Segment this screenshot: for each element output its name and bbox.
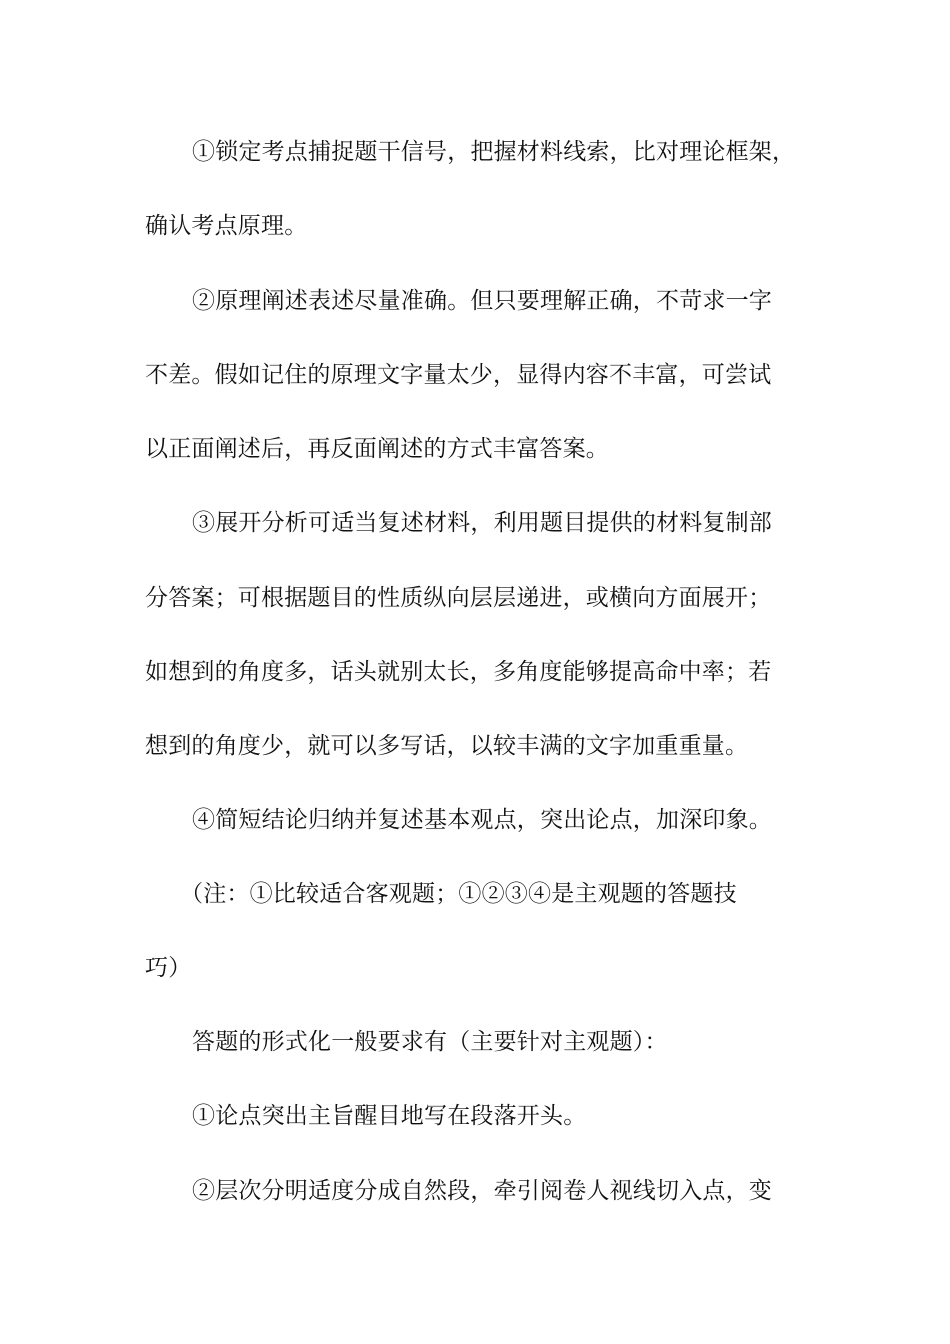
requirement-1-line: ①论点突出主旨醒目地写在段落开头。 [192,1103,587,1129]
note-line-1: （注：①比较适合客观题；①②③④是主观题的答题技 [180,881,737,907]
note-line-2: 巧） [145,955,192,981]
paragraph-2-line-1: ②原理阐述表述尽量准确。但只要理解正确，不苛求一字 [192,288,772,314]
paragraph-3-line-2: 分答案；可根据题目的性质纵向层层递进，或横向方面展开； [145,585,772,611]
paragraph-3-line-4: 想到的角度少，就可以多写话，以较丰满的文字加重重量。 [145,733,749,759]
section-heading-format-requirements: 答题的形式化一般要求有（主要针对主观题）： [192,1029,668,1055]
paragraph-1-line-2: 确认考点原理。 [145,213,308,239]
paragraph-3-line-1: ③展开分析可适当复述材料，利用题目提供的材料复制部 [192,510,772,536]
paragraph-2-line-3: 以正面阐述后，再反面阐述的方式丰富答案。 [145,436,609,462]
paragraph-2-line-2: 不差。假如记住的原理文字量太少，显得内容不丰富，可尝试 [145,362,772,388]
requirement-2-line: ②层次分明适度分成自然段，牵引阅卷人视线切入点，变 [192,1178,772,1204]
paragraph-4-line-1: ④简短结论归纳并复述基本观点，突出论点，加深印象。 [192,807,772,833]
paragraph-1-line-1: ①锁定考点捕捉题干信号，把握材料线索，比对理论框架， [192,139,796,165]
paragraph-3-line-3: 如想到的角度多，话头就别太长，多角度能够提高命中率；若 [145,659,772,685]
